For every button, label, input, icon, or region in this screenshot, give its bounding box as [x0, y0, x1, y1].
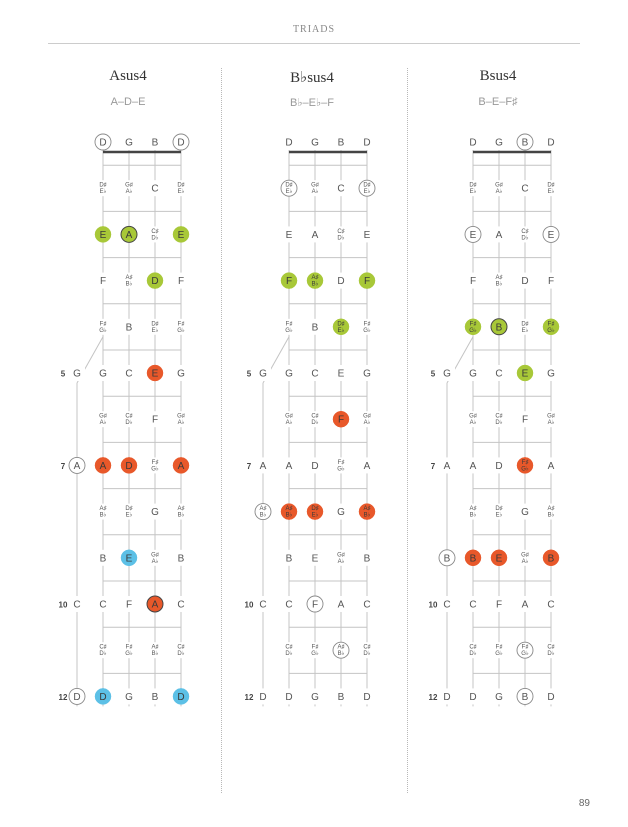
note-label-small: B♭ — [495, 281, 503, 288]
note-label-small: A♭ — [285, 420, 293, 427]
note-label: D — [469, 137, 477, 149]
note-label-small: D♭ — [495, 420, 503, 427]
note-label-small: B♭ — [337, 651, 345, 658]
note-label-small: B♭ — [285, 512, 293, 519]
note-label: A — [547, 460, 555, 472]
note-label: E — [363, 229, 371, 241]
note-label: D — [469, 691, 477, 703]
note-label-small: D♯ — [521, 321, 529, 328]
note-label-small: D♯ — [547, 182, 555, 189]
note-label: G — [177, 368, 185, 380]
note-label: C — [337, 183, 345, 195]
note-label: B — [547, 553, 555, 565]
note-label-small: G♭ — [521, 466, 529, 473]
fret-number: 10 — [58, 600, 68, 610]
note-label: B — [151, 691, 159, 703]
fretboard-2 — [245, 134, 375, 706]
note-label-small: E♭ — [177, 189, 185, 196]
note-label-small: C♯ — [177, 644, 185, 651]
fret-number: 12 — [244, 692, 254, 702]
note-label-small: B♭ — [151, 651, 159, 658]
note-label-small: A♯ — [469, 506, 477, 513]
note-label: G — [521, 507, 529, 519]
note-label-small: G♭ — [469, 327, 477, 334]
note-label: E — [311, 553, 319, 565]
note-label: B — [311, 322, 319, 334]
note-label: B — [151, 137, 159, 149]
note-label-small: E♭ — [521, 327, 529, 334]
note-label: A — [521, 599, 529, 611]
note-label: D — [363, 137, 371, 149]
note-label-small: D♭ — [547, 651, 555, 658]
note-label: D — [177, 137, 185, 149]
note-label-small: D♭ — [469, 651, 477, 658]
note-label-small: D♭ — [337, 235, 345, 242]
note-label-small: A♭ — [125, 189, 133, 196]
note-label-small: F♯ — [125, 644, 133, 651]
note-label: G — [259, 368, 267, 380]
note-label-small: G♯ — [495, 182, 503, 189]
note-label-small: G♯ — [547, 413, 555, 420]
note-label-small: B♭ — [99, 512, 107, 519]
note-label-small: A♯ — [259, 506, 267, 513]
note-label-small: A♭ — [469, 420, 477, 427]
note-label: D — [125, 460, 133, 472]
note-label: E — [547, 229, 555, 241]
note-label: F — [125, 599, 133, 611]
note-label-small: G♯ — [151, 552, 159, 559]
note-label-small: C♯ — [285, 644, 293, 651]
note-label-small: F♯ — [521, 644, 529, 651]
note-label-small: F♯ — [311, 644, 319, 651]
note-label: F — [547, 276, 555, 288]
note-label: C — [99, 599, 107, 611]
note-label-small: G♯ — [99, 413, 107, 420]
note-label: C — [521, 183, 529, 195]
note-label-small: B♭ — [547, 512, 555, 519]
note-label-small: D♭ — [99, 651, 107, 658]
note-label: A — [151, 599, 159, 611]
note-label: D — [311, 460, 319, 472]
note-label: B — [495, 322, 503, 334]
note-label-small: A♭ — [547, 420, 555, 427]
note-label-small: B♭ — [363, 512, 371, 519]
note-label: E — [151, 368, 159, 380]
note-label-small: F♯ — [469, 321, 477, 328]
note-label-small: E♭ — [547, 189, 555, 196]
note-label: F — [285, 276, 293, 288]
note-label: C — [495, 368, 503, 380]
note-label: A — [285, 460, 293, 472]
note-label-small: D♭ — [151, 235, 159, 242]
note-label-small: A♭ — [495, 189, 503, 196]
note-label: D — [177, 691, 185, 703]
note-label-small: C♯ — [337, 228, 345, 235]
note-label-small: E♭ — [495, 512, 503, 519]
note-label: E — [337, 368, 345, 380]
note-label-small: D♯ — [495, 506, 503, 513]
note-label-small: A♭ — [177, 420, 185, 427]
note-label-small: B♭ — [469, 512, 477, 519]
note-label-small: A♯ — [547, 506, 555, 513]
note-label-small: E♭ — [99, 189, 107, 196]
note-label-small: F♯ — [337, 459, 345, 466]
note-label: B — [521, 691, 529, 703]
note-label: F — [337, 414, 345, 426]
note-label-small: G♭ — [177, 327, 185, 334]
note-label: G — [151, 507, 159, 519]
note-label-small: A♯ — [125, 275, 133, 282]
note-label-small: D♯ — [363, 182, 371, 189]
note-label-small: F♯ — [495, 644, 503, 651]
diagram-title: Asus4 — [109, 68, 147, 84]
note-label: B — [125, 322, 133, 334]
fret-number: 7 — [60, 461, 66, 471]
note-label: E — [125, 553, 133, 565]
note-label-small: D♯ — [99, 182, 107, 189]
note-label-small: G♭ — [337, 466, 345, 473]
note-label-small: C♯ — [495, 413, 503, 420]
note-label-small: G♭ — [521, 651, 529, 658]
note-label-small: A♯ — [177, 506, 185, 513]
note-label-small: F♯ — [99, 321, 107, 328]
note-label: D — [285, 137, 293, 149]
note-label: F — [99, 276, 107, 288]
note-label: D — [363, 691, 371, 703]
note-label: D — [337, 276, 345, 288]
note-label: C — [151, 183, 159, 195]
note-label: C — [285, 599, 293, 611]
note-label-small: A♯ — [363, 506, 371, 513]
fret-number: 7 — [246, 461, 252, 471]
note-label-small: G♭ — [125, 651, 133, 658]
note-label: F — [521, 414, 529, 426]
note-label: B — [469, 553, 477, 565]
note-label: G — [337, 507, 345, 519]
diagram-notes: B–E–F♯ — [478, 96, 518, 108]
diagram-notes: A–D–E — [110, 96, 146, 108]
note-label-small: D♯ — [125, 506, 133, 513]
note-label: G — [73, 368, 81, 380]
note-label-small: G♯ — [469, 413, 477, 420]
note-label: C — [469, 599, 477, 611]
note-label-small: G♯ — [521, 552, 529, 559]
note-label: D — [521, 276, 529, 288]
fret-number: 10 — [428, 600, 438, 610]
note-label-small: C♯ — [469, 644, 477, 651]
note-label-small: G♯ — [125, 182, 133, 189]
diagram-title: B♭sus4 — [290, 70, 334, 86]
fret-number: 5 — [60, 369, 66, 379]
note-label: C — [547, 599, 555, 611]
note-label: G — [469, 368, 477, 380]
note-label-small: D♭ — [363, 651, 371, 658]
note-label: D — [151, 276, 159, 288]
note-label: D — [547, 691, 555, 703]
note-label: G — [547, 368, 555, 380]
note-label: D — [495, 460, 503, 472]
note-label-small: D♭ — [521, 235, 529, 242]
note-label-small: A♭ — [151, 558, 159, 565]
note-label: E — [495, 553, 503, 565]
note-label: B — [99, 553, 107, 565]
note-label: B — [177, 553, 185, 565]
page-number: 89 — [578, 798, 590, 809]
note-label: F — [363, 276, 371, 288]
note-label-small: G♭ — [495, 651, 503, 658]
note-label: B — [521, 137, 529, 149]
fret-number: 12 — [58, 692, 68, 702]
note-label: F — [151, 414, 159, 426]
note-label: D — [443, 691, 451, 703]
note-label-small: G♯ — [177, 413, 185, 420]
note-label-small: G♯ — [311, 182, 319, 189]
note-label-small: C♯ — [311, 413, 319, 420]
fret-number: 5 — [246, 369, 252, 379]
note-label: G — [125, 137, 133, 149]
fret-number: 7 — [430, 461, 436, 471]
note-label: A — [177, 460, 185, 472]
note-label-small: A♯ — [495, 275, 503, 282]
note-label: E — [469, 229, 477, 241]
note-label: G — [99, 368, 107, 380]
note-label: G — [311, 137, 319, 149]
note-label-small: D♯ — [285, 182, 293, 189]
note-label-small: D♭ — [311, 420, 319, 427]
note-label-small: B♭ — [177, 512, 185, 519]
diagram-title: Bsus4 — [479, 68, 517, 84]
note-label: G — [495, 691, 503, 703]
note-label-small: E♭ — [285, 189, 293, 196]
note-label-small: D♯ — [469, 182, 477, 189]
note-label-small: C♯ — [125, 413, 133, 420]
note-label-small: F♯ — [285, 321, 293, 328]
note-label-small: C♯ — [547, 644, 555, 651]
note-label-small: F♯ — [521, 459, 529, 466]
note-label-small: D♭ — [285, 651, 293, 658]
note-label: A — [73, 460, 81, 472]
note-label: A — [495, 229, 503, 241]
note-label-small: C♯ — [151, 228, 159, 235]
note-label-small: E♭ — [311, 512, 319, 519]
note-label: E — [521, 368, 529, 380]
note-label: D — [99, 691, 107, 703]
note-label: G — [363, 368, 371, 380]
note-label-small: E♭ — [151, 327, 159, 334]
note-label: B — [337, 137, 345, 149]
note-label: B — [285, 553, 293, 565]
note-label-small: A♭ — [521, 558, 529, 565]
note-label: D — [285, 691, 293, 703]
note-label: G — [495, 137, 503, 149]
note-label-small: E♭ — [337, 327, 345, 334]
note-label-small: A♯ — [151, 644, 159, 651]
note-label-small: C♯ — [521, 228, 529, 235]
note-label: C — [73, 599, 81, 611]
note-label: B — [443, 553, 451, 565]
note-label-small: A♯ — [311, 275, 319, 282]
note-label-small: G♯ — [337, 552, 345, 559]
note-label-small: E♭ — [469, 189, 477, 196]
note-label: C — [443, 599, 451, 611]
note-label: A — [443, 460, 451, 472]
note-label: E — [99, 229, 107, 241]
note-label-small: G♭ — [285, 327, 293, 334]
note-label-small: A♭ — [337, 558, 345, 565]
note-label: A — [259, 460, 267, 472]
note-label-small: G♭ — [363, 327, 371, 334]
note-label-small: E♭ — [363, 189, 371, 196]
note-label: F — [469, 276, 477, 288]
note-label-small: D♭ — [177, 651, 185, 658]
note-label-small: B♭ — [259, 512, 267, 519]
note-label-small: A♯ — [285, 506, 293, 513]
fret-number: 10 — [244, 600, 254, 610]
note-label-small: D♯ — [337, 321, 345, 328]
note-label-small: F♯ — [363, 321, 371, 328]
note-label: G — [311, 691, 319, 703]
note-label-small: B♭ — [125, 281, 133, 288]
note-label-small: G♯ — [285, 413, 293, 420]
note-label-small: F♯ — [177, 321, 185, 328]
note-label-small: A♭ — [363, 420, 371, 427]
note-label-small: A♭ — [311, 189, 319, 196]
note-label-small: D♭ — [125, 420, 133, 427]
note-label: G — [285, 368, 293, 380]
note-label: D — [259, 691, 267, 703]
note-label: C — [177, 599, 185, 611]
note-label: A — [337, 599, 345, 611]
note-label: A — [125, 229, 133, 241]
note-label: B — [337, 691, 345, 703]
note-label: F — [495, 599, 503, 611]
note-label-small: F♯ — [151, 459, 159, 466]
note-label: G — [443, 368, 451, 380]
note-label-small: G♭ — [151, 466, 159, 473]
note-label-small: C♯ — [363, 644, 371, 651]
diagram-notes: B♭–E♭–F — [289, 97, 334, 109]
note-label: B — [363, 553, 371, 565]
note-label: F — [177, 276, 185, 288]
fretboard-1 — [59, 134, 189, 706]
note-label: E — [177, 229, 185, 241]
note-label: A — [311, 229, 319, 241]
note-label: C — [311, 368, 319, 380]
note-label: A — [99, 460, 107, 472]
note-label-small: G♭ — [547, 327, 555, 334]
note-label: D — [73, 691, 81, 703]
note-label-small: G♯ — [363, 413, 371, 420]
note-label-small: B♭ — [311, 281, 319, 288]
fret-number: 12 — [428, 692, 438, 702]
note-label: C — [363, 599, 371, 611]
note-label-small: G♭ — [311, 651, 319, 658]
note-label-small: E♭ — [125, 512, 133, 519]
note-label-small: D♯ — [311, 506, 319, 513]
note-label-small: C♯ — [99, 644, 107, 651]
fret-number: 5 — [430, 369, 436, 379]
note-label: E — [285, 229, 293, 241]
note-label: D — [99, 137, 107, 149]
note-label: A — [469, 460, 477, 472]
note-label: A — [363, 460, 371, 472]
note-label-small: D♯ — [177, 182, 185, 189]
note-label: F — [311, 599, 319, 611]
note-label-small: G♭ — [99, 327, 107, 334]
page-header: TRIADS — [292, 24, 336, 35]
fretboard-3 — [429, 134, 559, 706]
note-label: C — [259, 599, 267, 611]
note-label-small: D♯ — [151, 321, 159, 328]
note-label-small: A♭ — [99, 420, 107, 427]
note-label-small: F♯ — [547, 321, 555, 328]
note-label: G — [125, 691, 133, 703]
note-label-small: A♯ — [99, 506, 107, 513]
note-label: C — [125, 368, 133, 380]
note-label-small: A♯ — [337, 644, 345, 651]
note-label: D — [547, 137, 555, 149]
